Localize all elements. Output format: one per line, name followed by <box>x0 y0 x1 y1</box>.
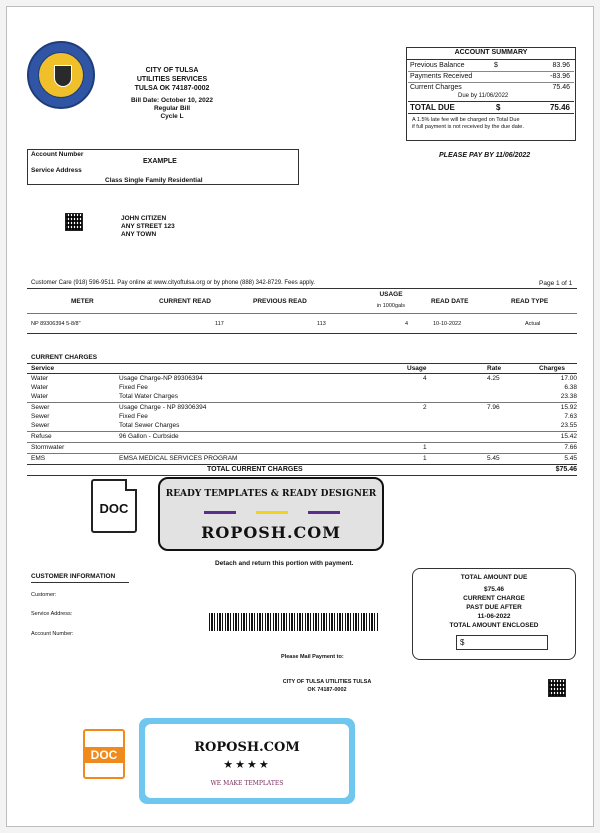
pay-by-date: PLEASE PAY BY 11/06/2022 <box>439 152 531 159</box>
customer-care-line: Customer Care (918) 596-9511. Pay online at www.cityoftulsa.org or by phone (888) 342-8729. Fees apply. <box>31 280 315 286</box>
stub-qr-code-icon <box>548 679 566 697</box>
bill-date: Bill Date: October 10, 2022 <box>130 97 213 104</box>
charge-row-sewer-total: Sewer Total Sewer Charges 23.55 <box>31 422 577 429</box>
current-charges-title: CURRENT CHARGES <box>31 354 98 361</box>
summary-row-total-due: TOTAL DUE $ 75.46 <box>410 103 570 112</box>
service-class: Class Single Family Residential <box>105 177 203 184</box>
meter-header: METER <box>71 298 94 305</box>
customer-name: JOHN CITIZEN <box>121 215 167 222</box>
mail-payment-label: Please Mail Payment to: <box>281 654 344 660</box>
charge-row-water-total: Water Total Water Charges 23.38 <box>31 393 577 400</box>
charge-row-water-usage: Water Usage Charge-NP 89306394 4 4.25 17.00 <box>31 375 577 382</box>
meter-read-type: Actual <box>525 321 541 327</box>
charge-row-sewer-fixed: Sewer Fixed Fee 7.63 <box>31 413 577 420</box>
read-date-header: READ DATE <box>431 298 469 305</box>
amount-due-title: TOTAL AMOUNT DUE <box>460 574 528 581</box>
previous-read-header: PREVIOUS READ <box>253 298 307 305</box>
charges-total-row: TOTAL CURRENT CHARGES $75.46 <box>207 466 577 473</box>
meter-usage: 4 <box>405 321 409 327</box>
charges-header-row: Service Usage Rate Charges <box>31 365 566 372</box>
summary-row-current-charges: Current Charges 75.46 <box>410 84 570 91</box>
doc-file-icon: DOC <box>91 479 137 533</box>
usage-header: USAGE <box>379 291 403 298</box>
charge-row-sewer-usage: Sewer Usage Charge - NP 89306394 2 7.96 15.92 <box>31 404 577 411</box>
charge-row-refuse: Refuse 96 Gallon - Curbside 15.42 <box>31 433 577 440</box>
amount-enclosed-label: TOTAL AMOUNT ENCLOSED <box>449 622 539 629</box>
doc-orange-icon: DOC <box>83 729 125 779</box>
stamp-stars: ★★★★ <box>223 759 271 771</box>
banner-site: ROPOSH.COM <box>201 523 341 542</box>
charge-row-stormwater: Stormwater 1 7.66 <box>31 444 577 451</box>
stub-service-address-label: Service Address: <box>31 611 73 617</box>
charge-row-water-fixed: Water Fixed Fee 6.38 <box>31 384 577 391</box>
qr-code-icon <box>65 213 83 231</box>
current-read-header: CURRENT READ <box>159 298 211 305</box>
summary-title: ACCOUNT SUMMARY <box>454 49 528 56</box>
payment-barcode <box>209 613 379 631</box>
meter-previous-read: 113 <box>317 321 326 327</box>
city-address: TULSA OK 74187-0002 <box>134 85 210 92</box>
stamp-tagline: WE MAKE TEMPLATES <box>210 780 284 787</box>
customer-town: ANY TOWN <box>121 231 157 238</box>
service-address-label: Service Address <box>31 167 82 174</box>
billing-cycle: Cycle L <box>160 113 184 120</box>
banner-stripe-purple-2 <box>308 511 340 514</box>
stamp-title: ROPOSH.COM <box>194 740 300 755</box>
city-name: CITY OF TULSA <box>145 67 199 74</box>
meter-current-read: 117 <box>215 321 224 327</box>
bill-page <box>6 6 594 827</box>
meter-id: NP 89306394 5-8/8" <box>31 321 81 327</box>
summary-due-by: Due by 11/06/2022 <box>458 93 509 99</box>
account-holder-name: EXAMPLE <box>143 158 177 165</box>
mail-to-name: CITY OF TULSA UTILITIES TULSA <box>282 679 372 685</box>
customer-info-title: CUSTOMER INFORMATION <box>31 573 116 580</box>
city-seal-logo <box>27 41 95 109</box>
account-number-label: Account Number <box>31 151 84 158</box>
late-fee-note: A 1.5% late fee will be charged on Total Due <box>412 117 520 123</box>
usage-unit-header: in 1000gals <box>376 303 406 309</box>
stub-account-number-label: Account Number: <box>31 631 74 637</box>
customer-street: ANY STREET 123 <box>121 223 175 230</box>
past-due-label: PAST DUE AFTER <box>466 604 522 611</box>
watermark-banner <box>158 477 384 551</box>
summary-row-payments: Payments Received -83.96 <box>410 73 570 80</box>
past-due-date: 11-06-2022 <box>477 613 511 620</box>
template-stamp <box>139 718 355 804</box>
page-number: Page 1 of 1 <box>539 280 573 287</box>
detach-instruction: Detach and return this portion with payment. <box>215 560 354 567</box>
department-name: UTILITIES SERVICES <box>136 76 208 83</box>
stub-customer-label: Customer: <box>31 592 57 598</box>
bill-type: Regular Bill <box>153 105 191 112</box>
current-charge-label: CURRENT CHARGE <box>463 595 525 602</box>
amount-enclosed-field[interactable]: $ <box>456 635 548 650</box>
late-fee-note-2: if full payment is not received by the due date. <box>412 124 524 130</box>
charge-row-ems: EMS EMSA MEDICAL SERVICES PROGRAM 1 5.45 5.45 <box>31 455 577 462</box>
seal-inner-icon <box>38 52 84 98</box>
amount-due-value: $75.46 <box>484 586 504 593</box>
banner-stripe-purple-1 <box>204 511 236 514</box>
banner-tagline: READY TEMPLATES & READY DESIGNER <box>165 489 377 499</box>
read-type-header: READ TYPE <box>511 298 549 305</box>
meter-read-date: 10-10-2022 <box>433 321 462 327</box>
mail-to-address: OK 74187-0002 <box>307 687 347 693</box>
banner-stripe-yellow <box>256 511 288 514</box>
summary-row-previous-balance: Previous Balance $ 83.96 <box>410 62 570 69</box>
